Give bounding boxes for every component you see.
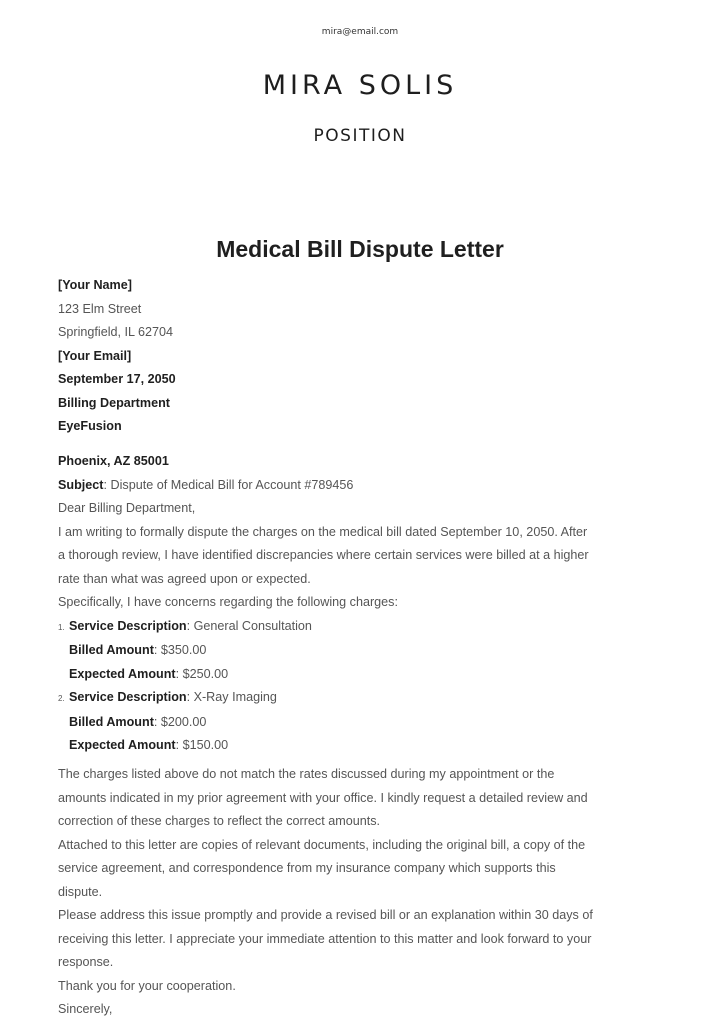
charge-2-billed-label: Billed Amount [69,714,154,729]
charge-2-billed-value: : $200.00 [153,714,207,729]
paragraph-3-line-2: service agreement, and correspondence from my insurance company which supports this [58,861,556,875]
letter-title: Medical Bill Dispute Letter [216,236,504,262]
closing-line: Sincerely, [58,1002,113,1016]
sender-email: [Your Email] [58,348,132,363]
paragraph-4-line-3: response. [58,955,114,969]
paragraph-1-line-1: I am writing to formally dispute the charges on the medical bill dated September 10, 2050. After [58,524,588,539]
paragraph-4-line-1: Please address this issue promptly and provide a revised bill or an explanation within 30 days of [58,908,593,922]
charge-2-number: 2. [58,694,65,703]
charge-2-expected [58,734,664,758]
header-name: MIRA SOLIS [262,70,458,101]
charge-1-expected [58,663,664,687]
paragraph-2-line-3: correction of these charges to reflect the correct amounts. [58,814,380,828]
charge-1-expected-label: Expected Amount [69,666,176,681]
charge-2-expected-value: : $150.00 [175,738,229,752]
charge-2-description-value: : X-Ray Imaging [186,690,277,704]
sender-city: Springfield, IL 62704 [58,325,174,339]
charge-1-billed-label: Billed Amount [69,643,154,657]
paragraph-1-line-2: a thorough review, I have identified discrepancies where certain services were billed at a higher [58,548,589,562]
paragraph-2-line-1: The charges listed above do not match the rates discussed during my appointment or the [58,767,555,781]
charge-1-number: 1. [58,622,65,632]
recipient-city: Phoenix, AZ 85001 [58,454,169,468]
charge-2-description [58,686,664,711]
recipient-organization: EyeFusion [58,419,122,433]
charge-1-description-label: Service Description [69,618,187,633]
paragraph-4-line-2: receiving this letter. I appreciate your immediate attention to this matter and look forward to your [58,931,592,946]
paragraph-3-line-1: Attached to this letter are copies of relevant documents, including the original bill, a copy of the [58,837,586,852]
subject-text: : Dispute of Medical Bill for Account #789456 [103,477,354,492]
paragraph-3-line-3: dispute. [58,884,103,899]
subject-line [58,474,664,498]
charge-2-billed [58,711,664,735]
letter-body-continued [58,763,664,1022]
header-email: mira@email.com [321,27,399,37]
paragraph-1-line-3: rate than what was agreed upon or expected. [58,571,311,586]
charge-1-expected-value: : $250.00 [175,666,229,681]
thanks-line: Thank you for your cooperation. [58,978,236,993]
subject-label: Subject [58,477,104,492]
letter-date: September 17, 2050 [58,372,176,386]
charge-1-billed-value: : $350.00 [153,643,207,657]
sender-name: [Your Name] [58,278,132,292]
charge-2-description-label: Service Description [69,690,187,704]
address-block [58,274,664,439]
salutation: Dear Billing Department, [58,501,196,515]
sender-street: 123 Elm Street [58,301,142,316]
header-position: POSITION [313,126,407,146]
charge-2-expected-label: Expected Amount [69,738,176,752]
charge-1-description-value: : General Consultation [186,618,312,633]
charge-1-billed [58,639,664,663]
paragraph-2-line-2: amounts indicated in my prior agreement with your office. I kindly request a detailed review and [58,790,588,805]
charge-1-description [58,615,664,640]
concerns-intro: Specifically, I have concerns regarding the following charges: [58,595,398,609]
recipient-department: Billing Department [58,395,170,410]
letter-body [58,450,664,758]
